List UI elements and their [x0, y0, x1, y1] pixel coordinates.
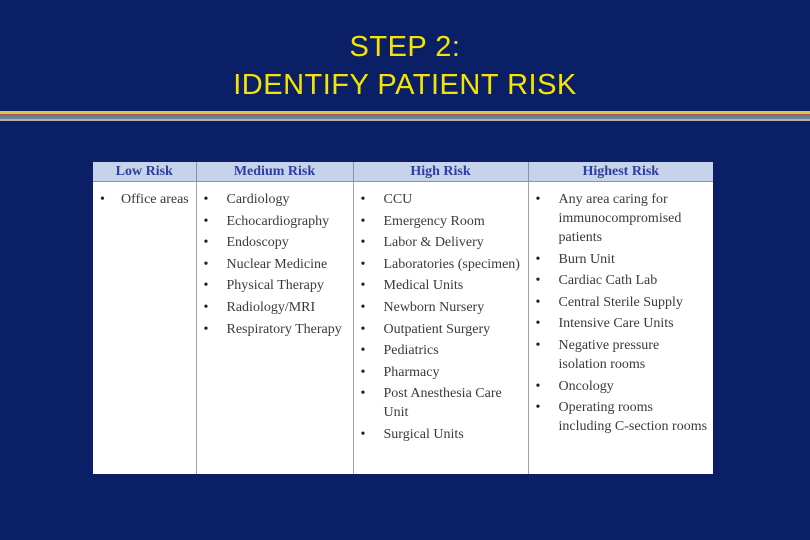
list-item: • Office areas	[93, 190, 196, 209]
medium-risk-cell	[196, 182, 353, 475]
list-item: • Any area caring for immunocompromised patients	[529, 190, 714, 247]
title-line-2: IDENTIFY PATIENT RISK	[233, 69, 577, 101]
highest-risk-cell	[528, 182, 713, 475]
list-item: • Endoscopy	[197, 233, 353, 252]
header-row	[93, 162, 713, 182]
list-item: • Burn Unit	[529, 250, 714, 269]
body-row	[93, 182, 713, 475]
title-line-1: STEP 2:	[349, 31, 461, 63]
list-item: • Emergency Room	[354, 212, 528, 231]
low-risk-list	[93, 190, 196, 209]
divider-rule	[0, 119, 810, 121]
list-item: • Oncology	[529, 377, 714, 396]
list-item: • Cardiology	[197, 190, 353, 209]
list-item: • Intensive Care Units	[529, 314, 714, 333]
medium-risk-list	[197, 190, 353, 339]
list-item: • Respiratory Therapy	[197, 320, 353, 339]
list-item: • Newborn Nursery	[354, 298, 528, 317]
risk-table	[93, 162, 713, 474]
list-item: • Laboratories (specimen)	[354, 255, 528, 274]
list-item: • Surgical Units	[354, 425, 528, 444]
high-risk-cell	[353, 182, 528, 475]
list-item: • Operating rooms including C-section rooms	[529, 398, 714, 436]
list-item: • Pediatrics	[354, 341, 528, 360]
header-highest-risk: Highest Risk	[528, 162, 713, 182]
list-item: • Outpatient Surgery	[354, 320, 528, 339]
list-item: • Cardiac Cath Lab	[529, 271, 714, 290]
low-risk-cell	[93, 182, 196, 475]
highest-risk-list	[529, 190, 714, 436]
list-item: • Medical Units	[354, 276, 528, 295]
list-item: • Physical Therapy	[197, 276, 353, 295]
list-item: • Echocardiography	[197, 212, 353, 231]
slide-title	[0, 28, 810, 104]
list-item: • Radiology/MRI	[197, 298, 353, 317]
high-risk-list	[354, 190, 528, 444]
list-item: • Central Sterile Supply	[529, 293, 714, 312]
header-low-risk: Low Risk	[93, 162, 196, 182]
list-item: • Post Anesthesia Care Unit	[354, 384, 528, 422]
header-medium-risk: Medium Risk	[196, 162, 353, 182]
list-item: • Nuclear Medicine	[197, 255, 353, 274]
header-high-risk: High Risk	[353, 162, 528, 182]
list-item: • CCU	[354, 190, 528, 209]
list-item: • Pharmacy	[354, 363, 528, 382]
list-item: • Negative pressure isolation rooms	[529, 336, 714, 374]
list-item: • Labor & Delivery	[354, 233, 528, 252]
